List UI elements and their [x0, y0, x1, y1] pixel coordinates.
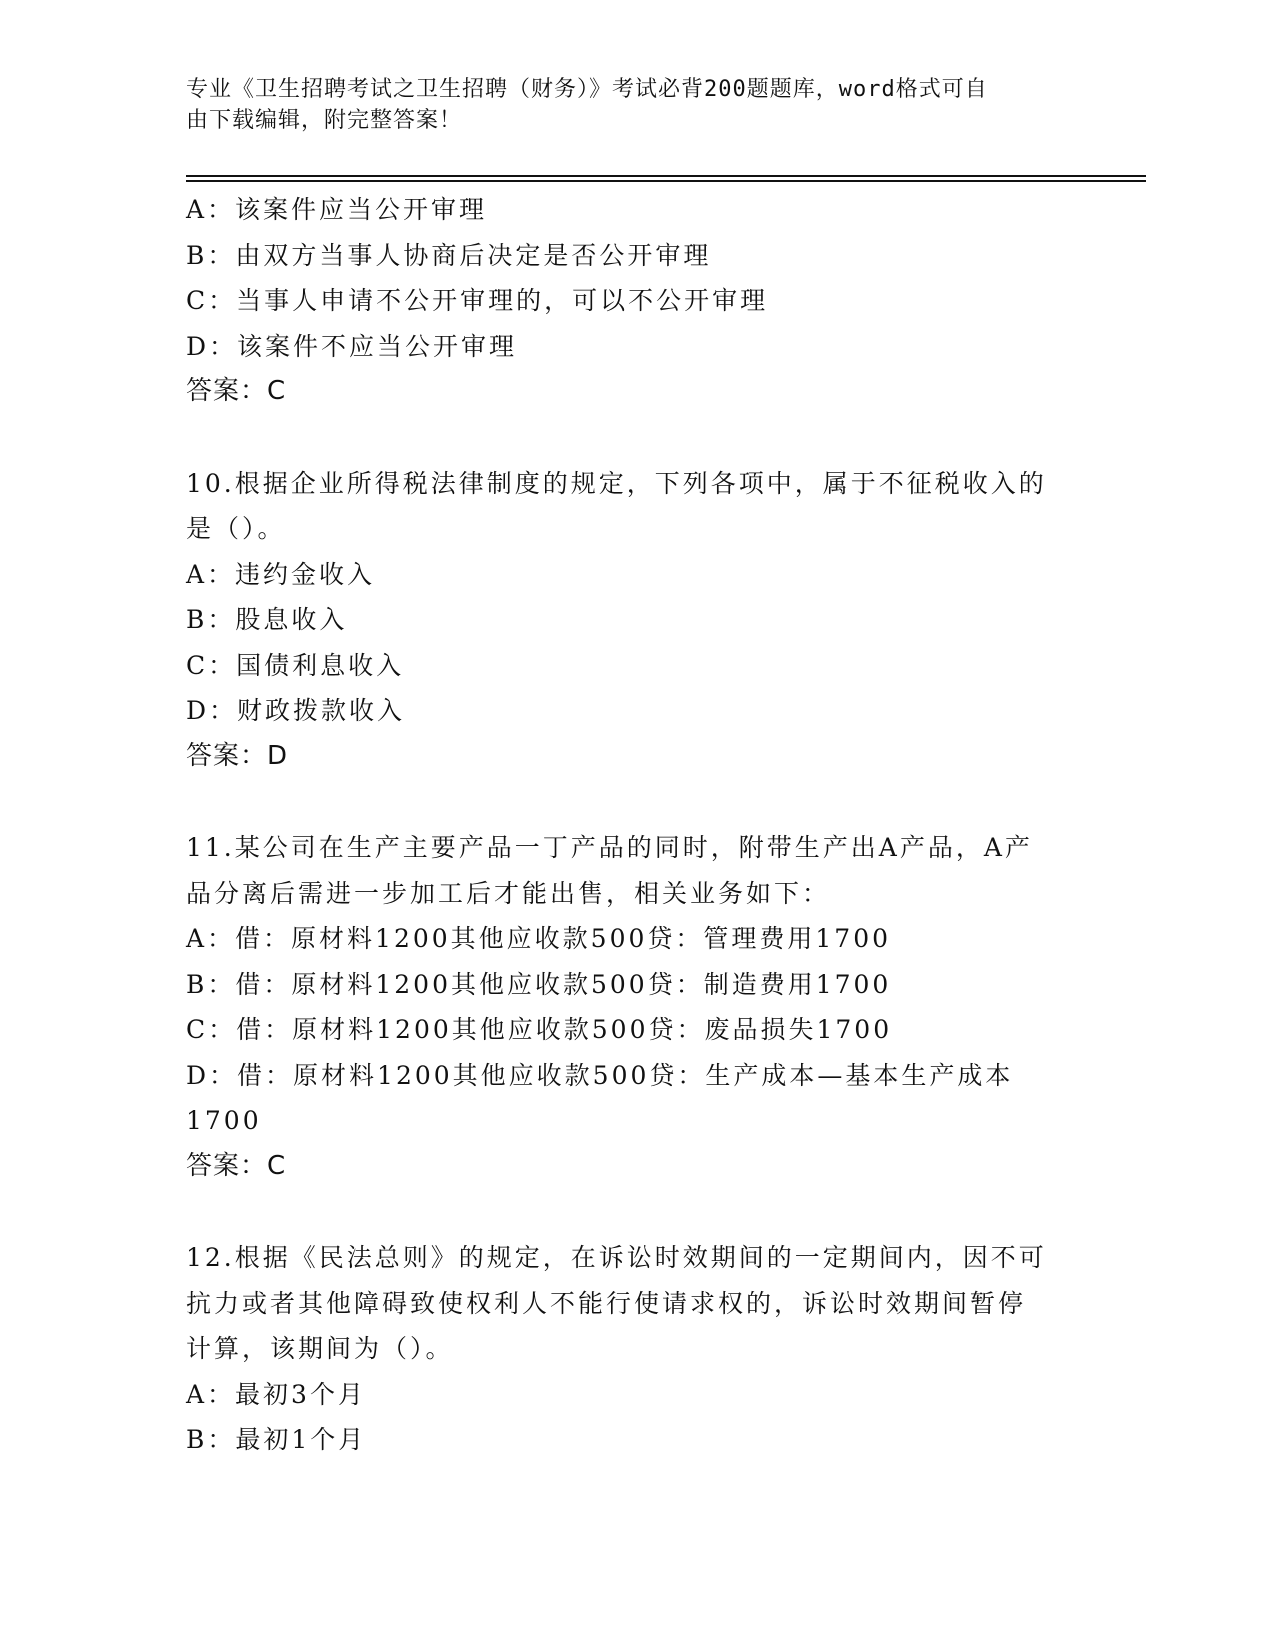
option-b: B：股息收入	[186, 605, 348, 634]
header-line-1: 专业《卫生招聘考试之卫生招聘（财务）》考试必背200题题库，word格式可自	[186, 77, 988, 102]
option-d: D：财政拨款收入	[186, 696, 406, 725]
header-divider-top	[186, 175, 1146, 177]
header-line-2: 由下载编辑，附完整答案！	[186, 108, 463, 133]
question-block-12	[186, 1235, 1086, 1463]
header-divider-bottom	[186, 180, 1146, 182]
option-c: C：当事人申请不公开审理的，可以不公开审理	[186, 286, 769, 315]
option-b: B：最初1个月	[186, 1425, 367, 1454]
question-stem-line: 12.根据《民法总则》的规定，在诉讼时效期间的一定期间内，因不可	[186, 1243, 1047, 1272]
option-b: B：由双方当事人协商后决定是否公开审理	[186, 240, 712, 270]
question-stem-line: 抗力或者其他障碍致使权利人不能行使请求权的，诉讼时效期间暂停	[186, 1288, 1027, 1318]
answer-line: 答案：C	[186, 376, 287, 406]
question-block-11	[186, 825, 1086, 1189]
option-d: D：借：原材料1200其他应收款500贷：生产成本—基本生产成本	[186, 1060, 1014, 1090]
question-list	[186, 187, 1086, 1463]
option-c: C：国债利息收入	[186, 650, 405, 680]
option-d-continuation: 1700	[186, 1106, 262, 1135]
question-stem-line: 品分离后需进一步加工后才能出售，相关业务如下：	[186, 878, 831, 908]
question-stem-line: 10.根据企业所得税法律制度的规定，下列各项中，属于不征税收入的	[186, 468, 1047, 498]
answer-line: 答案：D	[186, 740, 289, 771]
question-block-9	[186, 187, 1086, 415]
question-stem-line: 是（）。	[186, 514, 286, 543]
option-a: A：借：原材料1200其他应收款500贷：管理费用1700	[186, 924, 892, 953]
question-stem-line: 计算，该期间为（）。	[186, 1334, 454, 1363]
answer-line: 答案：C	[186, 1150, 287, 1181]
question-stem-line: 11.某公司在生产主要产品一丁产品的同时，附带生产出A产品，A产	[186, 833, 1033, 862]
question-block-10	[186, 461, 1086, 780]
option-a: A：该案件应当公开审理	[186, 195, 488, 224]
option-b: B：借：原材料1200其他应收款500贷：制造费用1700	[186, 969, 892, 999]
option-d: D：该案件不应当公开审理	[186, 331, 518, 361]
document-header	[186, 74, 1066, 136]
option-a: A：违约金收入	[186, 559, 376, 589]
option-c: C：借：原材料1200其他应收款500贷：废品损失1700	[186, 1015, 893, 1044]
option-a: A：最初3个月	[186, 1379, 366, 1409]
